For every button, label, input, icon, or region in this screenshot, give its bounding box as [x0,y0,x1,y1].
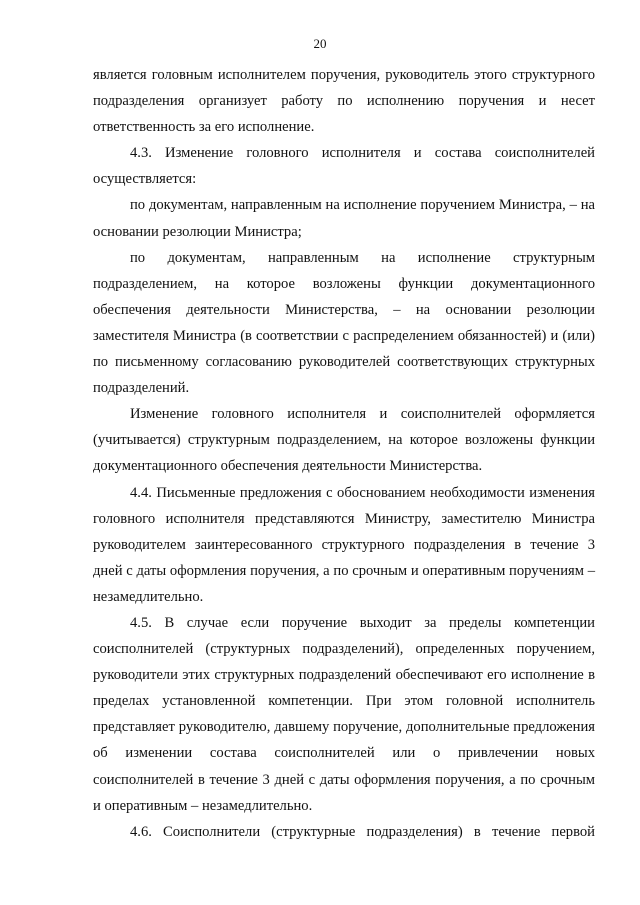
document-body [93,62,595,845]
paragraph-4-5: 4.5. В случае если поручение выходит за пределы компетенции соисполнителей (структурных подразделений), определенных поручением, руководители этих структурных подразделений обеспечивают его исполнение в пределах установленной компетенции. При этом головной исполнитель представляет руководителю, давшему поручение, дополнительные предложения об изменении состава соисполнителей или о привлечении новых соисполнителей в течение 3 дней с даты оформления поручения, а по срочным и оперативным – незамедлительно. [93,614,595,814]
paragraph-4-3-item-1: по документам, направленным на исполнение поручением Министра, – на основании резолюции Министра; [93,197,595,240]
paragraph-continuation: является головным исполнителем поручения, руководитель этого структурного подразделения организует работу по исполнению поручения и несет ответственность за его исполнение. [93,67,595,136]
paragraph-4-6: 4.6. Соисполнители (структурные подразделения) в течение первой [130,823,595,840]
paragraph-4-3-item-2: по документам, направленным на исполнение структурным подразделением, на которое возложены функции документационного обеспечения деятельности Министерства, – на основании резолюции заместителя Министра (в соответствии с распределением обязанностей) и (или) по письменному согласованию руководителей соответствующих структурных подразделений. [93,249,595,397]
paragraph-4-4: 4.4. Письменные предложения с обоснованием необходимости изменения головного исполнителя представляются Министру, заместителю Министра руководителем заинтересованного структурного подразделения в течение 3 дней с даты оформления поручения, а по срочным и оперативным поручениям – незамедлительно. [93,484,595,605]
paragraph-4-3-registration: Изменение головного исполнителя и соисполнителей оформляется (учитывается) структурным подразделением, на которое возложены функции документационного обеспечения деятельности Министерства. [93,406,595,475]
page-number: 20 [313,36,327,51]
paragraph-4-3: 4.3. Изменение головного исполнителя и состава соисполнителей осуществляется: [93,145,595,188]
